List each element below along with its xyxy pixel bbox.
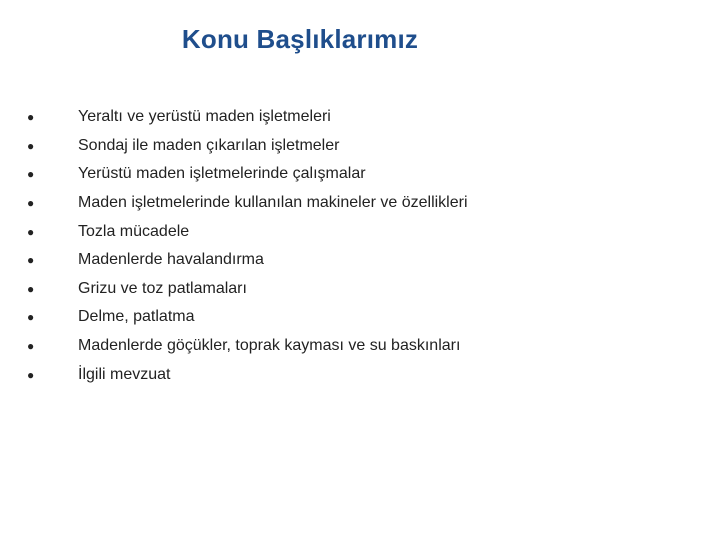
list-item (24, 303, 704, 332)
list-item (24, 332, 704, 361)
bullet-icon: ● (27, 310, 35, 325)
list-item (24, 132, 704, 161)
list-item (24, 360, 704, 389)
bullet-icon: ● (27, 138, 35, 153)
list-item-text: Yerüstü maden işletmelerinde çalışmalar (78, 165, 366, 183)
list-item-text: Grizu ve toz patlamaları (78, 279, 247, 297)
list-item (24, 246, 704, 275)
list-item-text: Madenlerde göçükler, toprak kayması ve su baskınları (78, 337, 461, 355)
bullet-icon: ● (27, 367, 35, 382)
list-item-text: Tozla mücadele (78, 222, 190, 240)
list-item-text: Delme, patlatma (78, 308, 195, 326)
list-item (24, 217, 704, 246)
list-item-text: Yeraltı ve yerüstü maden işletmeleri (78, 108, 331, 126)
bullet-icon: ● (27, 339, 35, 354)
bullet-icon: ● (27, 224, 35, 239)
bullet-icon: ● (27, 253, 35, 268)
list-item (24, 103, 704, 132)
list-item (24, 160, 704, 189)
list-item-text: Madenlerde havalandırma (78, 251, 264, 269)
bullet-icon: ● (27, 167, 35, 182)
list-item-text: İlgili mevzuat (78, 365, 171, 383)
list-item-text: Maden işletmelerinde kullanılan makineler ve özellikleri (78, 194, 468, 212)
list-item (24, 275, 704, 304)
bullet-icon: ● (27, 196, 35, 211)
bullet-icon: ● (27, 110, 35, 125)
slide-title: Konu Başlıklarımız (181, 24, 419, 54)
list-item-text: Sondaj ile maden çıkarılan işletmeler (78, 136, 340, 154)
bullet-icon: ● (27, 281, 35, 296)
list-item (24, 189, 704, 218)
topic-list (24, 103, 704, 389)
